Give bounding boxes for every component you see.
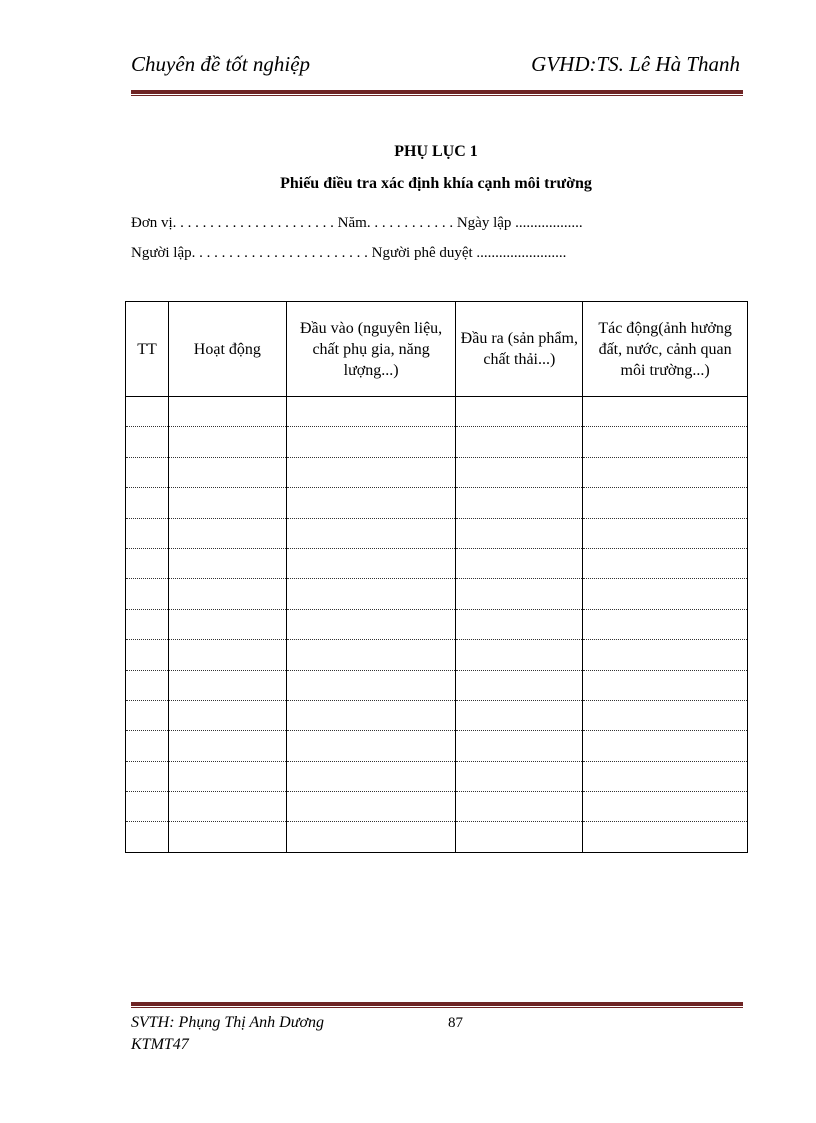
table-row xyxy=(126,822,748,852)
survey-subtitle: Phiếu điều tra xác định khía cạnh môi trường xyxy=(280,175,592,192)
footer-divider xyxy=(131,1002,743,1008)
table-row xyxy=(126,640,748,670)
table-cell xyxy=(168,488,286,518)
table-cell xyxy=(456,700,583,730)
table-cell xyxy=(168,609,286,639)
table-cell xyxy=(583,822,748,852)
table-cell xyxy=(286,457,456,487)
table-cell xyxy=(168,792,286,822)
table-cell xyxy=(168,579,286,609)
col-header-output: Đầu ra (sản phẩm, chất thải...) xyxy=(456,302,583,397)
table-cell xyxy=(168,548,286,578)
table-cell xyxy=(126,397,169,427)
table-cell xyxy=(456,518,583,548)
table-cell xyxy=(168,518,286,548)
footer-student: SVTH: Phụng Thị Anh Dương xyxy=(131,1014,324,1031)
table-header-row xyxy=(126,302,748,397)
table-row xyxy=(126,609,748,639)
table-cell xyxy=(583,731,748,761)
table-cell xyxy=(456,457,583,487)
table-cell xyxy=(456,792,583,822)
table-row xyxy=(126,792,748,822)
table-cell xyxy=(456,609,583,639)
table-row xyxy=(126,488,748,518)
table-cell xyxy=(583,457,748,487)
table-cell xyxy=(168,822,286,852)
table-cell xyxy=(126,427,169,457)
table-cell xyxy=(286,548,456,578)
table-cell xyxy=(126,640,169,670)
table-cell xyxy=(456,488,583,518)
table-row xyxy=(126,427,748,457)
table-row xyxy=(126,579,748,609)
table-cell xyxy=(286,640,456,670)
table-cell xyxy=(583,427,748,457)
col-header-tt: TT xyxy=(126,302,169,397)
table-cell xyxy=(286,700,456,730)
table-cell xyxy=(168,640,286,670)
table-cell xyxy=(456,822,583,852)
table-cell xyxy=(286,761,456,791)
table-cell xyxy=(126,548,169,578)
table-cell xyxy=(168,457,286,487)
table-cell xyxy=(583,700,748,730)
header-advisor: GVHD:TS. Lê Hà Thanh xyxy=(531,52,740,76)
table-cell xyxy=(168,397,286,427)
info-line-person: Người lập. . . . . . . . . . . . . . . . . . . . . . . . Người phê duyệt ........................ xyxy=(131,245,567,261)
footer-info xyxy=(131,1012,324,1056)
table-cell xyxy=(126,518,169,548)
table-cell xyxy=(583,640,748,670)
table-cell xyxy=(456,579,583,609)
table-cell xyxy=(583,548,748,578)
table-row xyxy=(126,761,748,791)
col-header-impact: Tác động(ảnh hưởng đất, nước, cảnh quan môi trường...) xyxy=(583,302,748,397)
table-cell xyxy=(168,427,286,457)
table-cell xyxy=(456,548,583,578)
table-cell xyxy=(286,822,456,852)
table-cell xyxy=(583,579,748,609)
table-cell xyxy=(583,670,748,700)
table-cell xyxy=(456,397,583,427)
info-line-unit: Đơn vị. . . . . . . . . . . . . . . . . . . . . . Năm. . . . . . . . . . . . Ngày lập .................. xyxy=(131,215,583,231)
table-cell xyxy=(286,670,456,700)
col-header-input: Đầu vào (nguyên liệu, chất phụ gia, năng lượng...) xyxy=(286,302,456,397)
table-cell xyxy=(456,761,583,791)
appendix-title: PHỤ LỤC 1 xyxy=(394,143,478,160)
table-row xyxy=(126,700,748,730)
table-cell xyxy=(286,609,456,639)
table-row xyxy=(126,548,748,578)
header-title: Chuyên đề tốt nghiệp xyxy=(131,52,311,76)
col-header-activity: Hoạt động xyxy=(168,302,286,397)
table-cell xyxy=(286,579,456,609)
table-cell xyxy=(583,397,748,427)
table-row xyxy=(126,397,748,427)
footer-class: KTMT47 xyxy=(131,1036,189,1053)
table-cell xyxy=(583,609,748,639)
table-cell xyxy=(126,700,169,730)
table-cell xyxy=(168,731,286,761)
table-row xyxy=(126,518,748,548)
table-cell xyxy=(126,609,169,639)
table-cell xyxy=(286,731,456,761)
table-cell xyxy=(286,488,456,518)
table-cell xyxy=(286,792,456,822)
table-cell xyxy=(286,427,456,457)
header-divider xyxy=(131,90,743,96)
table-cell xyxy=(126,457,169,487)
table-cell xyxy=(126,792,169,822)
table-cell xyxy=(126,579,169,609)
table-cell xyxy=(286,397,456,427)
table-cell xyxy=(583,518,748,548)
table-cell xyxy=(126,822,169,852)
table-cell xyxy=(286,518,456,548)
table-cell xyxy=(126,670,169,700)
table-row xyxy=(126,731,748,761)
table-cell xyxy=(456,427,583,457)
table-cell xyxy=(583,488,748,518)
table-cell xyxy=(168,700,286,730)
table-cell xyxy=(583,792,748,822)
table-cell xyxy=(168,670,286,700)
table-cell xyxy=(126,761,169,791)
table-cell xyxy=(583,761,748,791)
table-cell xyxy=(126,731,169,761)
table-cell xyxy=(168,761,286,791)
table-body xyxy=(126,397,748,853)
table-cell xyxy=(456,640,583,670)
table-cell xyxy=(456,670,583,700)
page-number: 87 xyxy=(448,1015,463,1031)
survey-table xyxy=(125,301,748,853)
table-row xyxy=(126,670,748,700)
table-cell xyxy=(456,731,583,761)
table-cell xyxy=(126,488,169,518)
table-row xyxy=(126,457,748,487)
